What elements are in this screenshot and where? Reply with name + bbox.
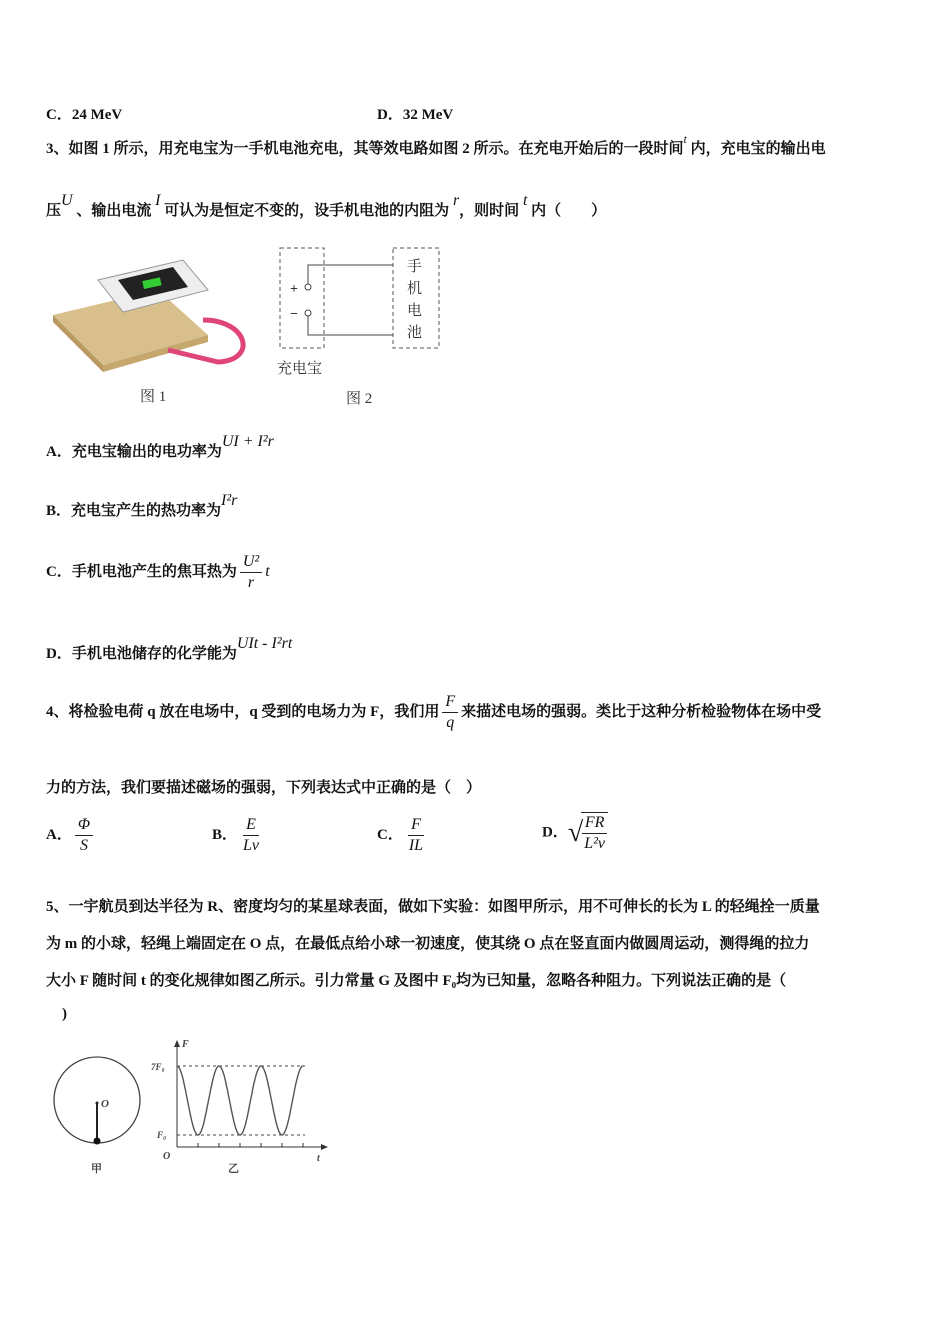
q3-line2 [46, 192, 607, 220]
numerator: U² [240, 552, 262, 573]
plus-sign: + [290, 282, 298, 297]
q3-line1 [46, 132, 826, 158]
text: 可认为是恒定不变的，设手机电池的内阻为 [164, 203, 450, 219]
q5-line2: 为 m 的小球，轻绳上端固定在 O 点，在最低点给小球一初速度，使其绕 O 点在竖直面内做圆周运动，测得绳的拉力 [46, 936, 810, 952]
option-d: D．32 MeV [377, 107, 454, 123]
numerator: Φ [75, 815, 93, 836]
numerator: E [243, 815, 259, 836]
q5-line1: 5、一宇航员到达半径为 R、密度均匀的某星球表面，做如下实验：如图甲所示，用不可伸长的长为 L 的轻绳拴一质量 [46, 899, 820, 915]
x-axis-label: t [317, 1153, 320, 1164]
fraction [240, 552, 262, 593]
powerbank-label: 充电宝 [277, 361, 323, 377]
label: D． [542, 824, 568, 841]
var-u: U [61, 192, 73, 209]
denominator: Lv [243, 837, 260, 854]
text: 来描述电场的强弱。类比于这种分析检验物体在场中受 [461, 703, 822, 720]
text: A．充电宝输出的电功率为 [46, 444, 222, 460]
q3-option-d [46, 635, 293, 663]
powerbank-photo [48, 250, 258, 375]
bottom-label: F₀ [157, 1130, 167, 1140]
q4-option-b [212, 815, 265, 856]
force-curve [177, 1066, 303, 1135]
sqrt-sign: √ [567, 817, 584, 848]
fraction [442, 692, 458, 733]
q5-line4: ) [62, 1006, 67, 1022]
fraction [75, 815, 93, 856]
fig2-caption: 图 2 [346, 391, 373, 407]
text: 4、将检验电荷 q 放在电场中，q 受到的电场力为 F，我们用 [46, 703, 440, 720]
q3-option-a [46, 433, 274, 461]
var-t: t [265, 562, 270, 580]
origin-label: O [163, 1151, 171, 1162]
q4-option-a [46, 815, 96, 856]
var-r: r [452, 192, 460, 209]
q5-figures [45, 1035, 345, 1180]
denominator: IL [408, 837, 424, 854]
numerator: FR [582, 813, 608, 834]
ball [94, 1138, 101, 1145]
text: 内，充电宝的输出电 [690, 141, 826, 157]
fig-b-caption: 乙 [228, 1163, 239, 1175]
fraction [581, 812, 608, 854]
text: 内（ ） [531, 203, 607, 219]
fraction [240, 815, 262, 856]
fraction [406, 815, 426, 856]
formula: UI + I²r [221, 433, 274, 450]
text: B．充电宝产生的热功率为 [46, 503, 222, 519]
text: D．手机电池储存的化学能为 [46, 646, 237, 662]
battery-label: 手机电池 [407, 259, 423, 341]
formula: I²r [221, 492, 238, 509]
text: C．手机电池产生的焦耳热为 [46, 563, 237, 580]
q4-line2: 力的方法，我们要描述磁场的强弱，下列表达式中正确的是（ ） [46, 780, 482, 796]
center-label: O [101, 1098, 109, 1110]
minus-sign: − [290, 307, 298, 322]
text: 、输出电流 [76, 203, 152, 219]
q3-option-c [46, 552, 270, 593]
var-i: I [155, 192, 161, 209]
fig1-caption: 图 1 [140, 389, 167, 405]
label: C． [377, 826, 403, 843]
fig-a-caption: 甲 [91, 1163, 102, 1175]
q3-option-b [46, 492, 238, 520]
text: 3、如图 1 所示，用充电宝为一手机电池充电，其等效电路如图 2 所示。在充电开始后的一段时间 [46, 141, 684, 157]
label: B． [212, 826, 238, 843]
numerator: F [408, 815, 424, 836]
y-axis-label: F [182, 1039, 189, 1050]
q5-line3: 大小 F 随时间 t 的变化规律如图乙所示。引力常量 G 及图中 F₀均为已知量，忽略各种阻力。下列说法正确的是（ [46, 973, 787, 989]
var-t: t [522, 192, 528, 209]
text: ，则时间 [459, 203, 520, 219]
option-c: C．24 MeV [46, 107, 123, 123]
top-label: 7F₀ [151, 1062, 165, 1072]
circuit-diagram [270, 245, 450, 365]
formula: UIt - I²rt [236, 635, 293, 652]
label: A． [46, 826, 72, 843]
denominator: q [446, 714, 455, 731]
text: 压 [46, 203, 62, 219]
numerator: F [442, 692, 458, 713]
q4-option-c [377, 815, 429, 856]
q4-option-d [542, 812, 611, 854]
denominator: L²v [584, 835, 606, 852]
q4-line1 [46, 692, 821, 733]
denominator: r [247, 574, 255, 591]
var-t: t [683, 132, 687, 146]
denominator: S [79, 837, 88, 854]
